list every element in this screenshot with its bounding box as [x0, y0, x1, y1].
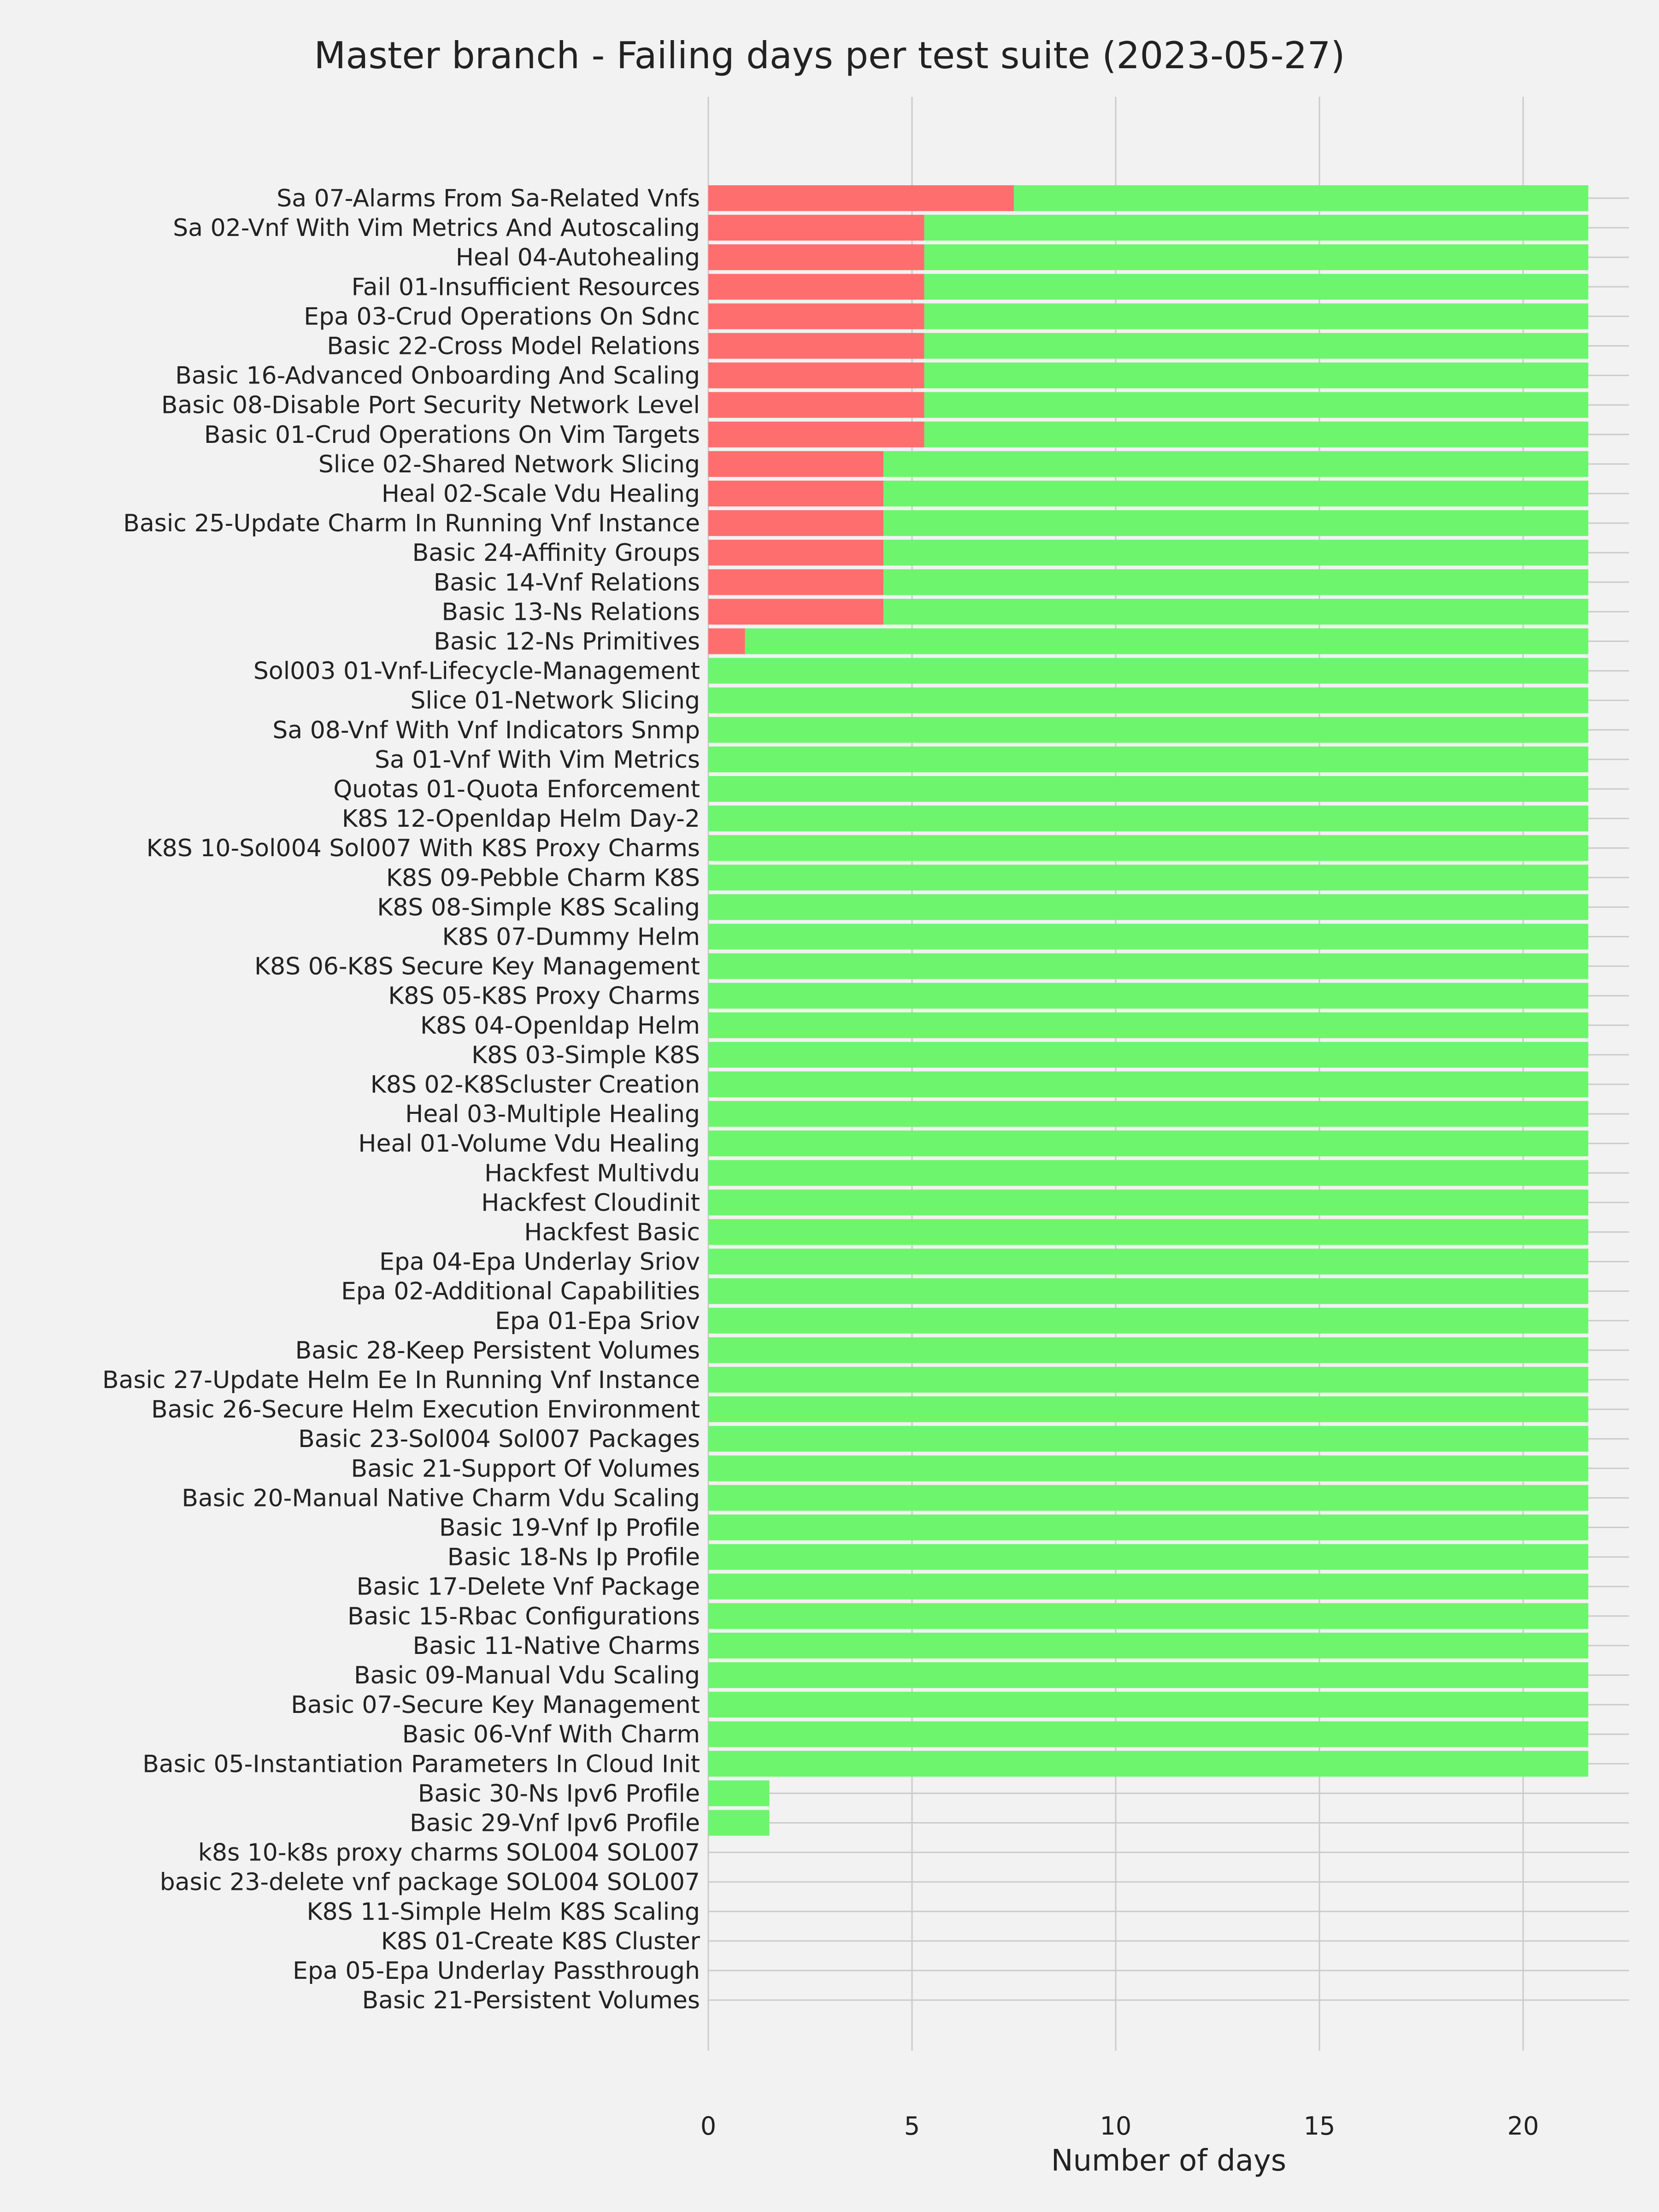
bar-failing	[708, 451, 883, 477]
bar-passing	[883, 569, 1588, 595]
y-tick-label: Basic 20-Manual Native Charm Vdu Scaling	[182, 1484, 700, 1512]
bar-passing	[708, 983, 1588, 1009]
bar-passing	[708, 717, 1588, 743]
y-tick-label: Basic 21-Support Of Volumes	[351, 1455, 700, 1483]
bar-passing	[708, 1012, 1588, 1038]
y-tick-label: Quotas 01-Quota Enforcement	[333, 776, 700, 803]
bar-passing	[708, 1101, 1588, 1127]
y-tick-label: Hackfest Basic	[524, 1218, 700, 1247]
y-tick-label: Basic 14-Vnf Relations	[433, 569, 700, 597]
bar-passing	[708, 1751, 1588, 1777]
y-tick-label: K8S 04-Openldap Helm	[420, 1012, 700, 1040]
bar-passing	[883, 451, 1588, 477]
bar-passing	[883, 599, 1588, 624]
y-tick-label: Basic 05-Instantiation Parameters In Cloud Init	[142, 1750, 700, 1778]
bar-passing	[708, 953, 1588, 979]
y-tick-label: K8S 05-K8S Proxy Charms	[388, 982, 700, 1010]
bar-passing	[708, 1662, 1588, 1688]
bar-failing	[708, 629, 745, 654]
y-tick-label: Basic 16-Advanced Onboarding And Scaling	[175, 362, 700, 390]
bar-passing	[708, 1367, 1588, 1393]
y-tick-label: Epa 02-Additional Capabilities	[341, 1277, 700, 1306]
bar-failing	[708, 215, 924, 241]
bar-passing	[708, 1249, 1588, 1275]
x-tick-label: 10	[1100, 2112, 1132, 2141]
y-tick-label: Epa 03-Crud Operations On Sdnc	[304, 303, 700, 331]
bar-passing	[924, 215, 1588, 241]
y-tick-label: Basic 07-Secure Key Management	[291, 1691, 700, 1719]
y-tick-label: Basic 25-Update Charm In Running Vnf Instance	[123, 510, 700, 538]
y-tick-label: Sol003 01-Vnf-Lifecycle-Management	[253, 657, 700, 685]
y-tick-label: Hackfest Cloudinit	[481, 1189, 700, 1217]
y-tick-label: Heal 02-Scale Vdu Healing	[381, 480, 700, 508]
y-tick-label: Epa 05-Epa Underlay Passthrough	[293, 1957, 700, 1985]
y-tick-label: Slice 01-Network Slicing	[410, 687, 700, 715]
y-tick-label: Heal 03-Multiple Healing	[405, 1100, 700, 1129]
y-tick-label: Basic 24-Affinity Groups	[412, 539, 700, 567]
y-tick-label: K8S 01-Create K8S Cluster	[381, 1927, 700, 1955]
y-tick-label: K8S 09-Pebble Charm K8S	[386, 864, 700, 892]
y-tick-label: K8S 03-Simple K8S	[471, 1041, 700, 1069]
bar-failing	[708, 333, 924, 359]
bar-passing	[708, 1396, 1588, 1422]
y-tick-label: K8S 10-Sol004 Sol007 With K8S Proxy Charms	[146, 835, 700, 863]
y-tick-label: Basic 27-Update Helm Ee In Running Vnf Instance	[102, 1366, 700, 1394]
y-tick-label: K8S 08-Simple K8S Scaling	[377, 894, 700, 922]
bar-passing	[924, 244, 1588, 270]
bar-passing	[708, 688, 1588, 713]
bar-failing	[708, 303, 924, 329]
y-tick-label: Sa 08-Vnf With Vnf Indicators Snmp	[272, 716, 700, 744]
x-tick-label: 20	[1507, 2112, 1539, 2141]
bar-failing	[708, 363, 924, 388]
bar-passing	[708, 835, 1588, 861]
bar-passing	[708, 1633, 1588, 1659]
y-tick-label: K8S 07-Dummy Helm	[442, 923, 700, 951]
y-tick-label: Basic 08-Disable Port Security Network Level	[161, 391, 700, 419]
bar-passing	[708, 865, 1588, 890]
bar-passing	[708, 806, 1588, 831]
bar-failing	[708, 569, 883, 595]
bar-passing	[708, 1692, 1588, 1718]
y-tick-label: Basic 30-Ns Ipv6 Profile	[418, 1780, 700, 1808]
y-tick-label: Slice 02-Shared Network Slicing	[318, 450, 700, 478]
bar-passing	[883, 481, 1588, 506]
bar-failing	[708, 599, 883, 624]
bar-passing	[708, 1308, 1588, 1334]
bar-failing	[708, 244, 924, 270]
y-tick-label: Sa 01-Vnf With Vim Metrics	[374, 746, 700, 774]
bar-passing	[708, 1603, 1588, 1629]
y-tick-label: Fail 01-Insufficient Resources	[351, 273, 700, 301]
y-tick-label: Basic 01-Crud Operations On Vim Targets	[204, 421, 700, 449]
y-tick-label: k8s 10-k8s proxy charms SOL004 SOL007	[198, 1839, 700, 1867]
bar-passing	[708, 894, 1588, 920]
y-tick-label: Basic 13-Ns Relations	[441, 598, 700, 626]
y-tick-label: K8S 12-Openldap Helm Day-2	[341, 805, 700, 833]
bar-passing	[708, 1780, 770, 1806]
bar-passing	[708, 1721, 1588, 1747]
x-tick-label: 15	[1303, 2112, 1335, 2141]
bar-passing	[708, 1810, 770, 1836]
bar-passing	[708, 776, 1588, 802]
x-axis-label: Number of days	[1051, 2144, 1287, 2178]
bar-passing	[708, 1574, 1588, 1600]
bar-passing	[708, 1160, 1588, 1186]
y-tick-label: Basic 09-Manual Vdu Scaling	[353, 1662, 700, 1689]
bar-passing	[708, 658, 1588, 684]
y-tick-label: Heal 01-Volume Vdu Healing	[358, 1130, 700, 1158]
bar-failing	[708, 392, 924, 418]
bar-passing	[708, 924, 1588, 950]
y-tick-label: Basic 12-Ns Primitives	[434, 628, 700, 656]
bar-passing	[708, 1426, 1588, 1452]
y-tick-label: Epa 04-Epa Underlay Sriov	[379, 1248, 700, 1276]
bar-passing	[924, 392, 1588, 418]
x-tick-label: 5	[904, 2112, 920, 2141]
y-tick-label: Basic 18-Ns Ip Profile	[447, 1543, 700, 1571]
chart-title: Master branch - Failing days per test suite (2023-05-27)	[314, 34, 1345, 77]
bar-passing	[924, 422, 1588, 447]
y-tick-label: Epa 01-Epa Sriov	[495, 1307, 700, 1335]
bar-passing	[883, 540, 1588, 565]
y-tick-label: basic 23-delete vnf package SOL004 SOL007	[159, 1868, 700, 1896]
bar-passing	[708, 1130, 1588, 1156]
bar-failing	[708, 540, 883, 565]
y-tick-label: Sa 07-Alarms From Sa-Related Vnfs	[276, 185, 700, 212]
bar-failing	[708, 274, 924, 300]
y-tick-label: Basic 28-Keep Persistent Volumes	[295, 1336, 700, 1365]
bar-passing	[708, 1455, 1588, 1481]
bar-passing	[708, 1219, 1588, 1245]
bar-passing	[708, 1042, 1588, 1068]
bar-passing	[924, 333, 1588, 359]
bar-passing	[924, 274, 1588, 300]
bar-passing	[708, 1278, 1588, 1304]
bar-failing	[708, 481, 883, 506]
bar-passing	[708, 1337, 1588, 1363]
y-tick-label: Basic 21-Persistent Volumes	[362, 1987, 700, 2015]
bar-failing	[708, 510, 883, 536]
bar-passing	[745, 629, 1588, 654]
y-tick-label: Basic 23-Sol004 Sol007 Packages	[298, 1425, 700, 1453]
y-tick-label: Basic 15-Rbac Configurations	[347, 1602, 700, 1630]
y-tick-label: K8S 06-K8S Secure Key Management	[254, 953, 700, 981]
y-tick-label: K8S 02-K8Scluster Creation	[370, 1071, 700, 1099]
y-tick-label: Heal 04-Autohealing	[455, 244, 700, 272]
bar-passing	[708, 1544, 1588, 1570]
bar-passing	[708, 1189, 1588, 1215]
y-tick-label: Basic 29-Vnf Ipv6 Profile	[410, 1809, 700, 1837]
bar-passing	[708, 747, 1588, 772]
bar-passing	[708, 1515, 1588, 1541]
y-tick-label: Sa 02-Vnf With Vim Metrics And Autoscaling	[173, 214, 700, 242]
bar-passing	[708, 1071, 1588, 1097]
bar-passing	[924, 303, 1588, 329]
bar-passing	[1014, 185, 1588, 211]
y-tick-label: Basic 26-Secure Helm Execution Environment	[151, 1396, 700, 1424]
y-tick-label: Basic 06-Vnf With Charm	[402, 1721, 700, 1749]
y-tick-label: Basic 17-Delete Vnf Package	[356, 1573, 700, 1601]
bar-failing	[708, 422, 924, 447]
bar-passing	[924, 363, 1588, 388]
y-tick-label: K8S 11-Simple Helm K8S Scaling	[306, 1898, 700, 1926]
y-tick-label: Hackfest Multivdu	[484, 1159, 700, 1188]
y-tick-label: Basic 19-Vnf Ip Profile	[439, 1514, 700, 1542]
x-tick-label: 0	[700, 2112, 717, 2141]
y-tick-label: Basic 22-Cross Model Relations	[327, 332, 700, 360]
bar-passing	[883, 510, 1588, 536]
bar-failing	[708, 185, 1014, 211]
y-tick-label: Basic 11-Native Charms	[412, 1632, 700, 1660]
bar-passing	[708, 1485, 1588, 1511]
